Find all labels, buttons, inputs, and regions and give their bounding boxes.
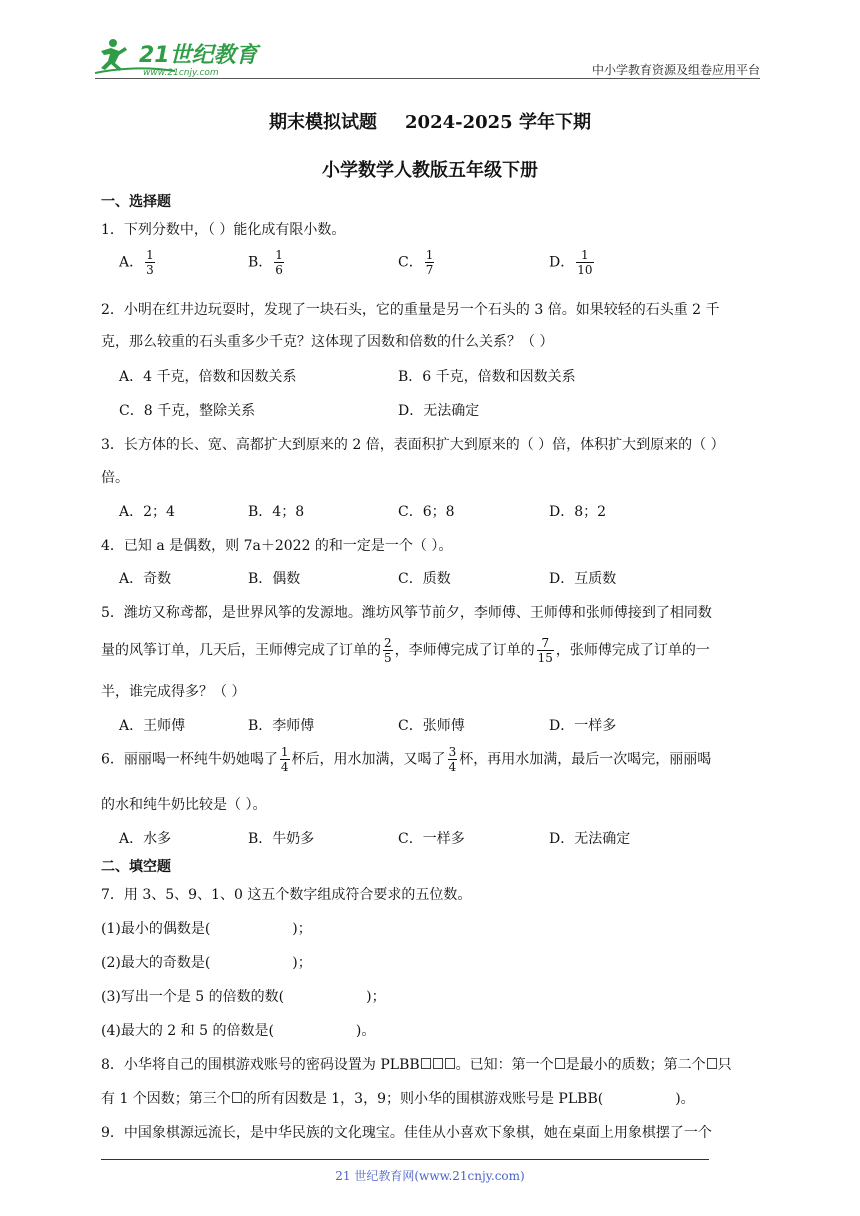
q4-option-c: C．质数 bbox=[398, 571, 451, 587]
section-choice-heading: 一、选择题 bbox=[101, 194, 171, 210]
q6-stem-line2: 的水和纯牛奶比较是（ ）。 bbox=[101, 797, 267, 813]
q3-option-a: A．2；4 bbox=[119, 504, 175, 520]
password-box-icon bbox=[232, 1092, 242, 1103]
password-box-icon bbox=[421, 1058, 431, 1069]
q5-option-d: D．一样多 bbox=[549, 718, 617, 734]
q8-stem-line2: 有 1 个因数；第三个 的所有因数是 1，3，9；则小华的围棋游戏账号是 PLBB( )。 bbox=[101, 1091, 695, 1107]
q5-option-b: B．李师傅 bbox=[248, 718, 315, 734]
q7-part2: (2)最大的奇数是( )； bbox=[101, 955, 312, 971]
q4-option-a: A．奇数 bbox=[119, 571, 172, 587]
q6-option-a: A．水多 bbox=[119, 831, 172, 847]
q5-stem-line2: 量的风筝订单，几天后，王师傅完成了订单的 $\frac{2}{5}$ ，李师傅完成了订单的 $\frac{7}{15}$ ，张师傅完成了订单的一 bbox=[101, 636, 710, 665]
q4-option-b: B．偶数 bbox=[248, 571, 301, 587]
exam-title-year: 2024-2025 学年下期 bbox=[405, 112, 591, 133]
q5-option-c: C．张师傅 bbox=[398, 718, 465, 734]
q2-option-b: B．6 千克，倍数和因数关系 bbox=[398, 369, 576, 385]
q5-option-a: A．王师傅 bbox=[119, 718, 186, 734]
header-divider bbox=[95, 78, 760, 79]
q2-stem-line1: 2．小明在红井边玩耍时，发现了一块石头，它的重量是另一个石头的 3 倍。如果较轻的石头重 2 千 bbox=[101, 302, 720, 318]
q6-fraction-second: $\frac{3}{4}$ bbox=[448, 745, 457, 774]
q3-option-c: C．6；8 bbox=[398, 504, 455, 520]
q6-option-b: B．牛奶多 bbox=[248, 831, 315, 847]
q2-stem-line2: 克，那么较重的石头重多少千克？这体现了因数和倍数的什么关系？（ ） bbox=[101, 334, 554, 350]
exam-title bbox=[0, 108, 860, 134]
q9-stem-line1: 9．中国象棋源远流长，是中华民族的文化瑰宝。佳佳从小喜欢下象棋，她在桌面上用象棋摆了一个 bbox=[101, 1125, 712, 1141]
footer-divider bbox=[101, 1159, 709, 1160]
platform-name: 中小学教育资源及组卷应用平台 bbox=[591, 63, 760, 77]
password-box-icon bbox=[707, 1058, 717, 1069]
q5-stem-line1: 5．潍坊又称鸢都，是世界风筝的发源地。潍坊风筝节前夕，李师傅、王师傅和张师傅接到了相同数 bbox=[101, 605, 712, 621]
password-box-icon bbox=[555, 1058, 565, 1069]
q2-option-a: A．4 千克，倍数和因数关系 bbox=[119, 369, 297, 385]
q1-option-b: B． $\frac{1}{6}$ bbox=[248, 248, 283, 277]
svg-text:www.21cnjy.com: www.21cnjy.com bbox=[143, 68, 219, 77]
exam-subtitle: 小学数学人教版五年级下册 bbox=[322, 160, 538, 181]
page-header bbox=[95, 33, 760, 78]
exam-title-name: 期末模拟试题 bbox=[269, 112, 378, 133]
q6-fraction-first: $\frac{1}{4}$ bbox=[280, 745, 289, 774]
q7-part4: (4)最大的 2 和 5 的倍数是( )。 bbox=[101, 1023, 376, 1039]
q7-part3: (3)写出一个是 5 的倍数的数( )； bbox=[101, 989, 386, 1005]
q2-option-d: D．无法确定 bbox=[398, 403, 480, 419]
q3-option-b: B．4；8 bbox=[248, 504, 305, 520]
svg-text:21世纪教育: 21世纪教育 bbox=[139, 43, 258, 68]
q7-stem: 7．用 3、5、9、1、0 这五个数字组成符合要求的五位数。 bbox=[101, 887, 472, 903]
q6-option-d: D．无法确定 bbox=[549, 831, 631, 847]
q3-option-d: D．8；2 bbox=[549, 504, 607, 520]
q1-stem: 1．下列分数中，（ ）能化成有限小数。 bbox=[101, 222, 346, 238]
q4-stem: 4．已知 a 是偶数，则 7a＋2022 的和一定是一个（ ）。 bbox=[101, 538, 453, 554]
q3-stem-line2: 倍。 bbox=[101, 470, 129, 486]
q4-option-d: D．互质数 bbox=[549, 571, 617, 587]
section-fill-heading: 二、填空题 bbox=[101, 859, 171, 875]
site-logo bbox=[95, 35, 265, 77]
q7-part1: (1)最小的偶数是( )； bbox=[101, 921, 312, 937]
password-box-icon bbox=[433, 1058, 443, 1069]
q6-option-c: C．一样多 bbox=[398, 831, 465, 847]
q6-stem-line1: 6．丽丽喝一杯纯牛奶她喝了 $\frac{1}{4}$ 杯后，用水加满，又喝了 $\frac{3}{4}$ 杯，再用水加满，最后一次喝完，丽丽喝 bbox=[101, 745, 712, 774]
q2-option-c: C．8 千克，整除关系 bbox=[119, 403, 256, 419]
q1-option-d: D． $\frac{1}{10}$ bbox=[549, 248, 593, 277]
q5-stem-line3: 半，谁完成得多？（ ） bbox=[101, 684, 246, 700]
q1-option-c: C． $\frac{1}{7}$ bbox=[398, 248, 434, 277]
footer-site-link[interactable]: 21 世纪教育网(www.21cnjy.com) bbox=[335, 1169, 525, 1183]
q5-fraction-wang: $\frac{2}{5}$ bbox=[384, 636, 392, 665]
q5-fraction-li: $\frac{7}{15}$ bbox=[537, 636, 553, 665]
password-box-icon bbox=[445, 1058, 455, 1069]
q3-stem-line1: 3．长方体的长、宽、高都扩大到原来的 2 倍，表面积扩大到原来的（ ）倍，体积扩大到原来的（ ） bbox=[101, 437, 725, 453]
q1-option-a: A． $\frac{1}{3}$ bbox=[119, 248, 154, 277]
q8-stem-line1: 8．小华将自己的围棋游戏账号的密码设置为 PLBB 。已知：第一个 是最小的质数；第二个 只 bbox=[101, 1057, 732, 1073]
